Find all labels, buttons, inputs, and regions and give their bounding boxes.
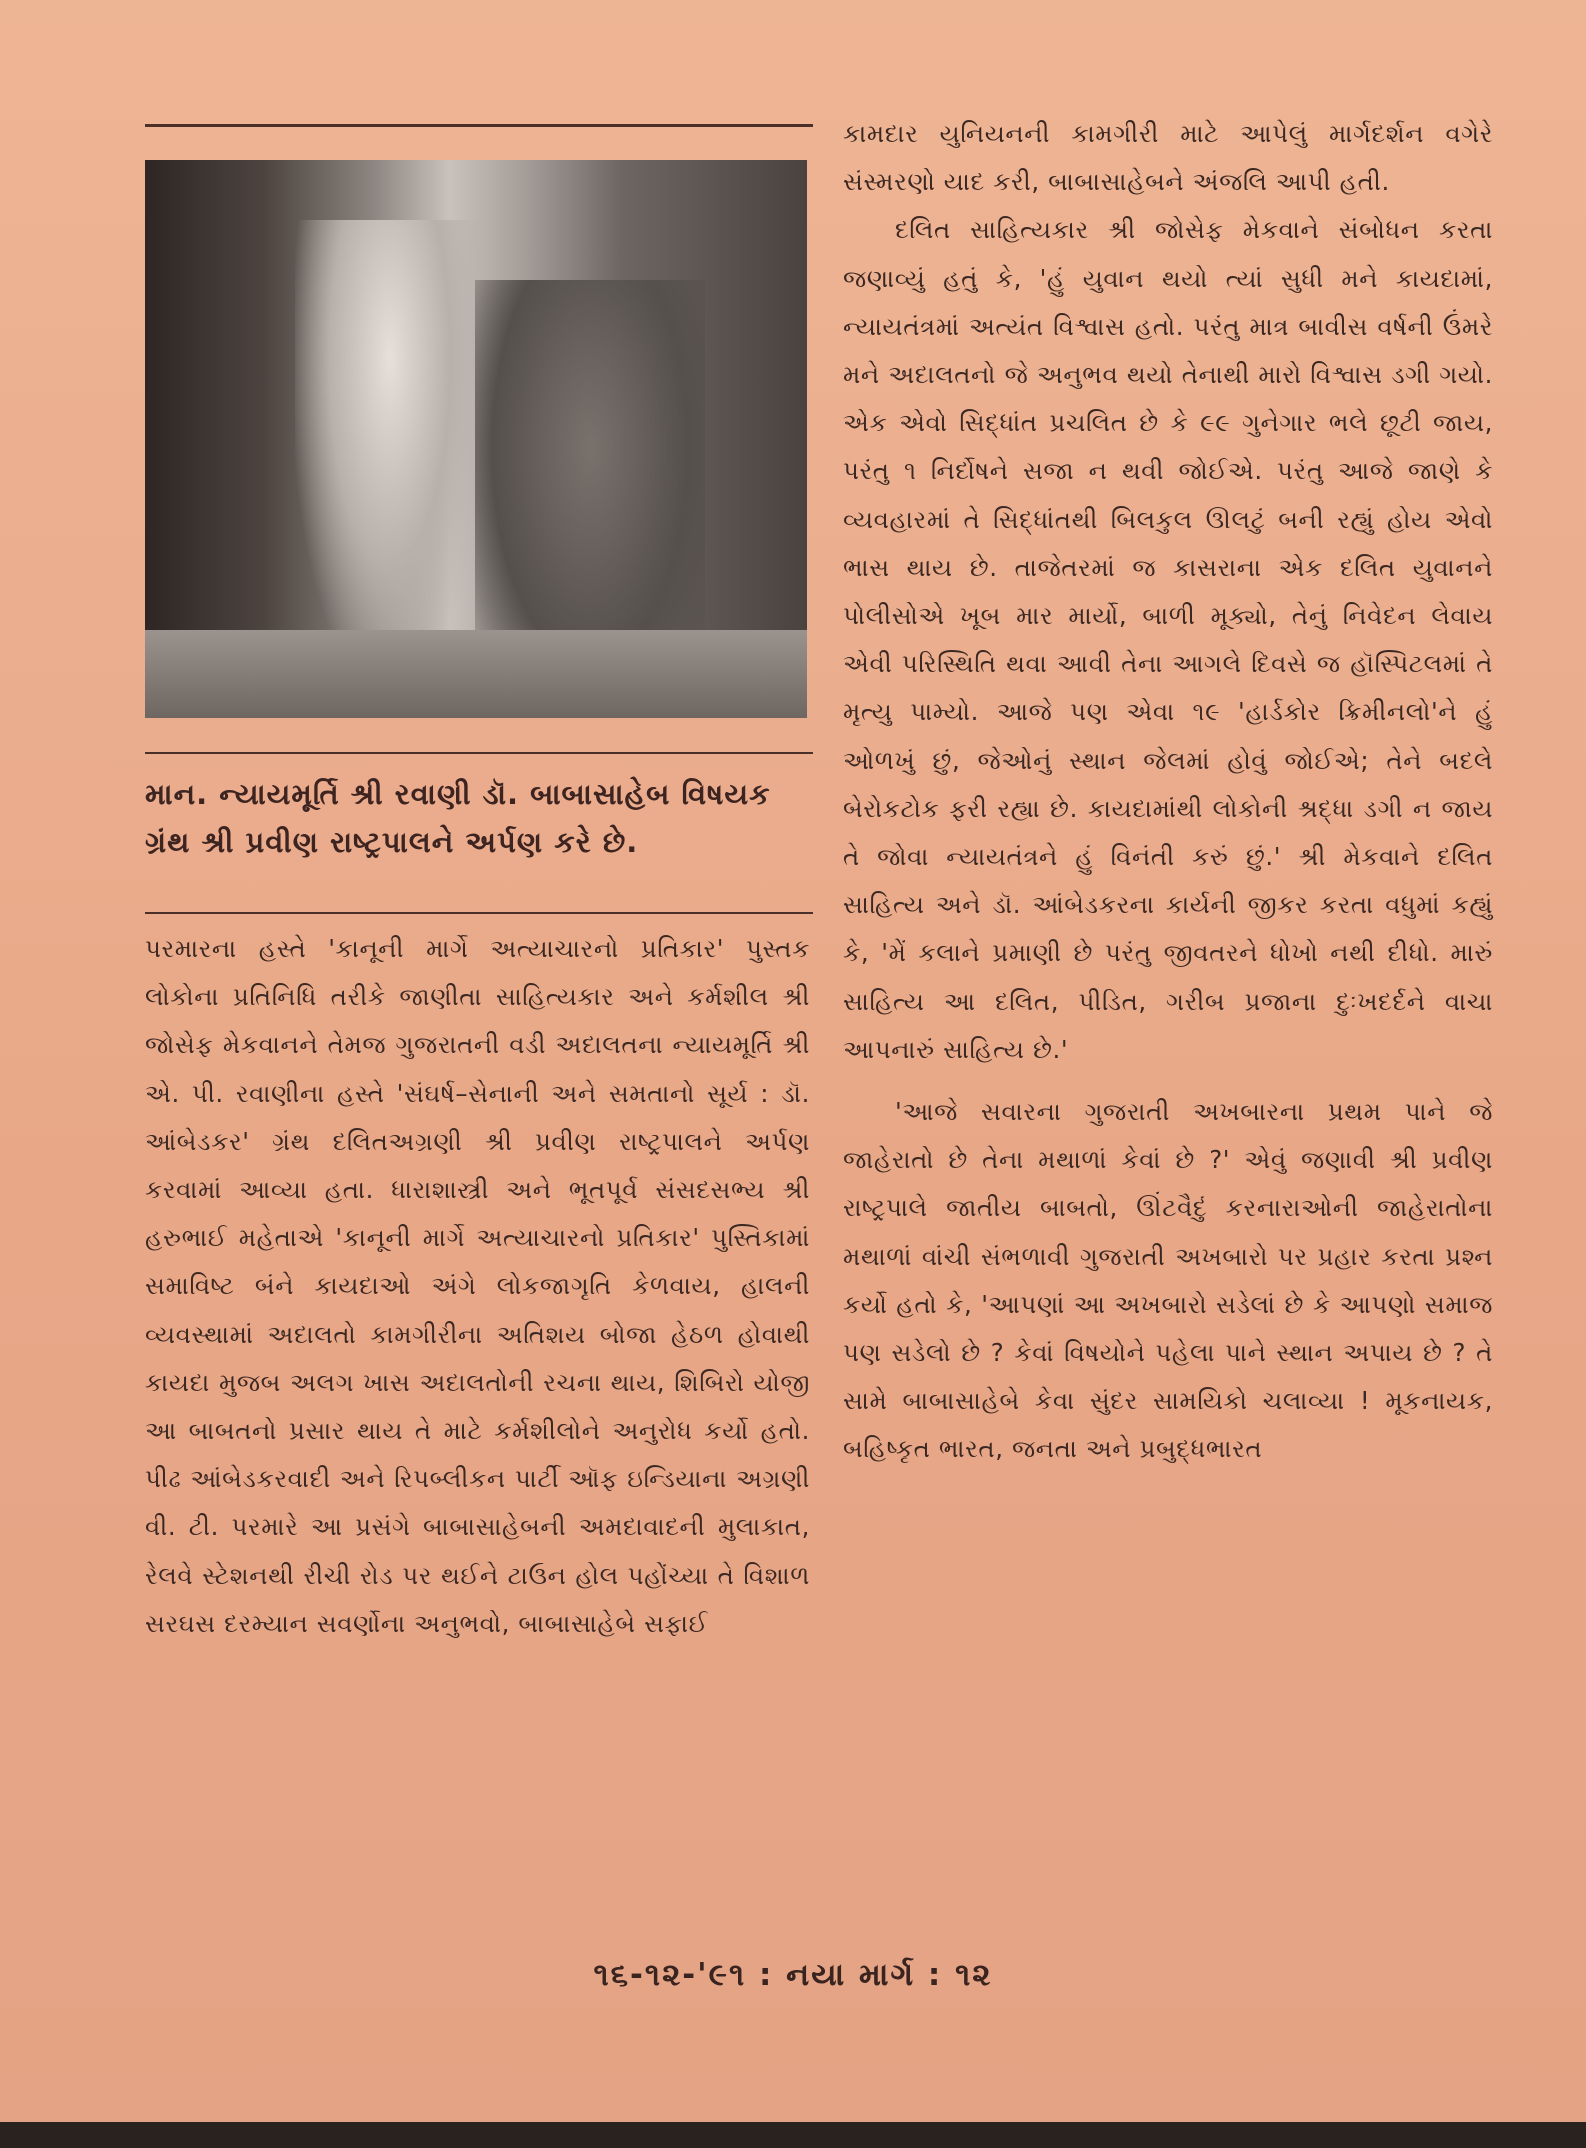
left-paragraph: પરમારના હસ્તે 'કાનૂની માર્ગે અત્યાચારનો પ્રતિકાર' પુસ્તક લોકોના પ્રતિનિધિ તરીકે જાણીતા સાહિત્યકાર અને કર્મશીલ શ્રી જોસેફ મેકવાનને તેમજ ગુજરાતની વડી અદાલતના ન્યાયમૂર્તિ શ્રી એ. પી. રવાણીના હસ્તે 'સંઘર્ષ–સેનાની અને સમતાનો સૂર્ય : ડૉ. આંબેડકર' ગ્રંથ દલિતઅગ્રણી શ્રી પ્રવીણ રાષ્ટ્રપાલને અર્પણ કરવામાં આવ્યા હતા. ધારાશાસ્ત્રી અને ભૂતપૂર્વ સંસદસભ્ય શ્રી હરુભાઈ મહેતાએ 'કાનૂની માર્ગે અત્યાચારનો પ્રતિકાર' પુસ્તિકામાં સમાવિષ્ટ બંને કાયદાઓ અંગે લોકજાગૃતિ કેળવાય, હાલની વ્યવસ્થામાં અદાલતો કામગીરીના અતિશય બોજા હેઠળ હોવાથી કાયદા મુજબ અલગ ખાસ અદાલતોની રચના થાય, શિબિરો યોજી આ બાબતનો પ્રસાર થાય તે માટે કર્મશીલોને અનુરોધ કર્યો હતો. પીઢ આંબેડકરવાદી અને રિપબ્લીકન પાર્ટી ઑફ ઇન્ડિયાના અગ્રણી વી. ટી. પરમારે આ પ્રસંગે બાબાસાહેબની અમદાવાદની મુલાકાત, રેલવે સ્ટેશનથી રીચી રોડ પર થઈને ટાઉન હોલ પહોંચ્યા તે વિશાળ સરઘસ દરમ્યાન સવર્ણોના અનુભવો, બાબાસાહેબે સફાઈ — [145, 934, 810, 1638]
right-paragraph-3: 'આજે સવારના ગુજરાતી અખબારના પ્રથમ પાને જે જાહેરાતો છે તેના મથાળાં કેવાં છે ?' એવું જણાવી શ્રી પ્રવીણ રાષ્ટ્રપાલે જાતીય બાબતો, ઊંટવૈદું કરનારાઓની જાહેરાતોના મથાળાં વાંચી સંભળાવી ગુજરાતી અખબારો પર પ્રહાર કરતા પ્રશ્ન કર્યો હતો કે, 'આપણાં આ અખબારો સડેલાં છે કે આપણો સમાજ પણ સડેલો છે ? કેવાં વિષયોને પહેલા પાને સ્થાન અપાય છે ? તે સામે બાબાસાહેબે કેવા સુંદર સામયિકો ચલાવ્યા ! મૂકનાયક, બહિષ્કૃત ભારત, જનતા અને પ્રબુદ્ધભારત — [843, 1097, 1493, 1464]
right-column — [843, 110, 1493, 1474]
caption-bottom-rule — [145, 912, 813, 914]
page-footer: ૧૬-૧૨-'૯૧ : નયા માર્ગ : ૧૨ — [593, 1957, 993, 1993]
left-column — [145, 925, 810, 1648]
right-paragraph-2: દલિત સાહિત્યકાર શ્રી જોસેફ મેકવાને સંબોધન કરતા જણાવ્યું હતું કે, 'હું યુવાન થયો ત્યાં સુધી મને કાયદામાં, ન્યાયતંત્રમાં અત્યંત વિશ્વાસ હતો. પરંતુ માત્ર બાવીસ વર્ષની ઉંમરે મને અદાલતનો જે અનુભવ થયો તેનાથી મારો વિશ્વાસ ડગી ગયો. એક એવો સિદ્ધાંત પ્રચલિત છે કે ૯૯ ગુનેગાર ભલે છૂટી જાય, પરંતુ ૧ નિર્દોષને સજા ન થવી જોઈએ. પરંતુ આજે જાણે કે વ્યવહારમાં તે સિદ્ધાંતથી બિલકુલ ઊલટું બની રહ્યું હોય એવો ભાસ થાય છે. તાજેતરમાં જ કાસરાના એક દલિત યુવાનને પોલીસોએ ખૂબ માર માર્યો, બાળી મૂક્યો, તેનું નિવેદન લેવાય એવી પરિસ્થિતિ થવા આવી તેના આગલે દિવસે જ હૉસ્પિટલમાં તે મૃત્યુ પામ્યો. આજે પણ એવા ૧૯ 'હાર્ડકોર ક્રિમીનલો'ને હું ઓળખું છું, જેઓનું સ્થાન જેલમાં હોવું જોઈએ; તેને બદલે બેરોકટોક ફરી રહ્યા છે. કાયદામાંથી લોકોની શ્રદ્ધા ડગી ન જાય તે જોવા ન્યાયતંત્રને હું વિનંતી કરું છું.' શ્રી મેકવાને દલિત સાહિત્ય અને ડૉ. આંબેડકરના કાર્યની જીકર કરતા વધુમાં કહ્યું કે, 'મેં કલાને પ્રમાણી છે પરંતુ જીવતરને ધોખો નથી દીધો. મારું સાહિત્ય આ દલિત, પીડિત, ગરીબ પ્રજાના દુઃખદર્દને વાચા આપનારું સાહિત્ય છે.' — [843, 215, 1493, 1064]
right-paragraph-1: કામદાર યુનિયનની કામગીરી માટે આપેલું માર્ગદર્શન વગેરે સંસ્મરણો યાદ કરી, બાબાસાહેબને અંજલિ આપી હતી. — [843, 119, 1493, 197]
scan-bottom-edge — [0, 2122, 1586, 2148]
photo-table — [145, 630, 807, 718]
top-rule — [145, 124, 813, 127]
photo-image — [145, 160, 807, 718]
photo-caption: માન. ન્યાયમૂર્તિ શ્રી રવાણી ડૉ. બાબાસાહેબ વિષયક ગ્રંથ શ્રી પ્રવીણ રાષ્ટ્રપાલને અર્પણ કરે છે. — [145, 777, 771, 859]
photo-figure-left — [295, 220, 485, 680]
caption-top-rule — [145, 752, 813, 754]
